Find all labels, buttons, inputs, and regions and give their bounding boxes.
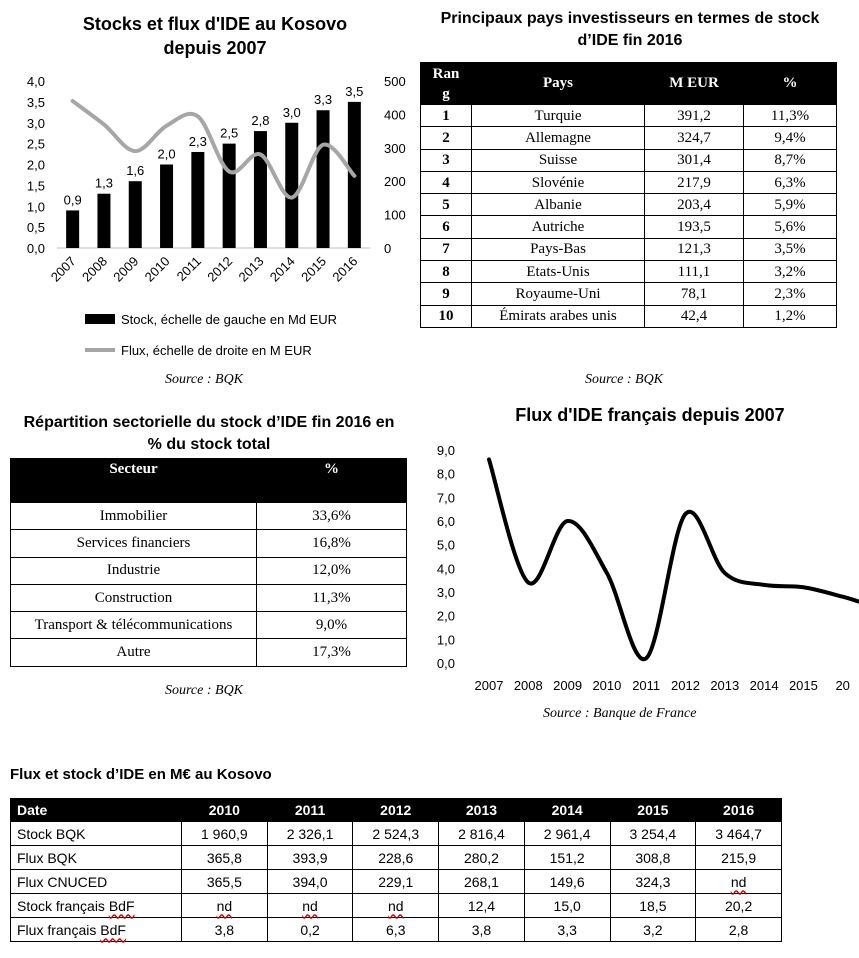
stock-bar [254, 131, 267, 248]
investors-row [421, 238, 837, 260]
x-axis-tick-label: 2013 [710, 678, 740, 693]
sectors-title [5, 412, 413, 456]
fluxstock-value-cell: 365,8 [182, 846, 268, 870]
investors-header-value: M EUR [645, 63, 744, 105]
x-axis-tick-label: 2015 [298, 253, 330, 285]
x-axis-tick-label: 2011 [632, 678, 661, 693]
country-cell: Pays-Bas [472, 238, 645, 260]
fluxstock-row [11, 870, 782, 894]
fluxstock-value-cell: 3,2 [610, 918, 696, 942]
fluxstock-header-year: 2016 [696, 799, 782, 822]
stock-bar-label: 3,5 [345, 83, 364, 99]
y-axis-tick-label: 0,0 [436, 656, 455, 671]
rank-cell: 8 [421, 261, 472, 283]
stock-bar-label: 0,9 [63, 192, 82, 208]
stock-bar [160, 165, 173, 249]
fluxstock-header-year: 2013 [439, 799, 525, 822]
fluxstock-value-cell: 215,9 [696, 846, 782, 870]
stock-bar [97, 194, 110, 248]
value-cell: 78,1 [645, 283, 744, 305]
sectors-table [10, 458, 407, 667]
investors-row [421, 105, 837, 127]
investors-row [421, 283, 837, 305]
sectors-title-line1: Répartition sectorielle du stock d’IDE fin 2016 en [23, 414, 395, 431]
right-axis-tick-label: 100 [384, 207, 406, 223]
investors-header-pct: % [744, 63, 837, 105]
fluxstock-value-cell: 3 254,4 [610, 822, 696, 846]
investors-row [421, 305, 837, 327]
stock-bar-label: 3,0 [282, 104, 301, 120]
sector-name-cell: Immobilier [11, 503, 257, 530]
investors-row [421, 216, 837, 238]
fluxstock-value-cell: 15,0 [524, 894, 610, 918]
chart1-title-line2: depuis 2007 [163, 38, 267, 58]
sector-pct-cell: 12,0% [257, 557, 407, 584]
pct-cell: 5,6% [744, 216, 837, 238]
sectors-row [11, 503, 407, 530]
fluxstock-row [11, 918, 782, 942]
x-axis-tick-label: 2016 [329, 253, 361, 285]
fluxstock-value-cell: 3,3 [524, 918, 610, 942]
investors-row [421, 171, 837, 193]
fluxstock-value-cell: 18,5 [610, 894, 696, 918]
sectors-row [11, 639, 407, 666]
sectors-header-pct: % [257, 459, 407, 503]
country-cell: Etats-Unis [472, 261, 645, 283]
fluxstock-row [11, 822, 782, 846]
x-axis-tick-label: 2014 [266, 253, 298, 285]
pct-cell: 1,2% [744, 305, 837, 327]
sector-name-cell: Industrie [11, 557, 257, 584]
y-axis-tick-label: 5,0 [436, 537, 455, 553]
fluxstock-value-cell: 393,9 [267, 846, 353, 870]
fluxstock-value-cell: 268,1 [439, 870, 525, 894]
sector-name-cell: Services financiers [11, 530, 257, 557]
pct-cell: 3,2% [744, 261, 837, 283]
legend-stock-label: Stock, échelle de gauche en Md EUR [121, 312, 338, 327]
stock-bar [66, 210, 79, 248]
x-axis-tick-label: 2008 [513, 678, 543, 693]
country-cell: Suisse [472, 149, 645, 171]
chart1-source: Source : BQK [165, 372, 244, 387]
country-cell: Turquie [472, 105, 645, 127]
sector-name-cell: Transport & télécommunications [11, 612, 257, 639]
left-axis-tick-label: 2,0 [26, 157, 45, 173]
sectors-row [11, 530, 407, 557]
fluxstock-value-cell: nd [696, 870, 782, 894]
y-axis-tick-label: 1,0 [436, 632, 455, 648]
x-axis-tick-label: 2013 [235, 253, 267, 285]
y-axis-tick-label: 6,0 [436, 514, 455, 529]
left-axis-tick-label: 3,0 [26, 115, 45, 131]
fluxstock-value-cell: 0,2 [267, 918, 353, 942]
country-cell: Albanie [472, 194, 645, 216]
y-axis-tick-label: 3,0 [436, 585, 455, 600]
value-cell: 121,3 [645, 238, 744, 260]
right-axis-tick-label: 300 [384, 140, 406, 156]
rank-cell: 9 [421, 283, 472, 305]
sector-pct-cell: 17,3% [257, 639, 407, 666]
y-axis-tick-label: 9,0 [436, 443, 455, 458]
investors-title [420, 8, 840, 52]
fluxstock-row-label: Stock français BdF [11, 894, 182, 918]
chart2-source: Source : Banque de France [543, 706, 697, 721]
rank-cell: 3 [421, 149, 472, 171]
country-cell: Royaume-Uni [472, 283, 645, 305]
stock-bar [317, 110, 330, 248]
rank-cell: 6 [421, 216, 472, 238]
value-cell: 324,7 [645, 127, 744, 149]
stock-bar-label: 2,3 [188, 133, 207, 149]
chart1-title [40, 12, 390, 60]
stock-bar [285, 123, 298, 248]
country-cell: Allemagne [472, 127, 645, 149]
investors-header-rank: Ran g [421, 63, 472, 105]
fluxstock-value-cell: 151,2 [524, 846, 610, 870]
fluxstock-value-cell: 3,8 [439, 918, 525, 942]
fluxstock-value-cell: nd [353, 894, 439, 918]
fluxstock-row-label: Flux BQK [11, 846, 182, 870]
right-axis-tick-label: 500 [384, 74, 406, 89]
fluxstock-value-cell: 20,2 [696, 894, 782, 918]
x-axis-tick-label: 2010 [141, 253, 173, 285]
fluxstock-row [11, 894, 782, 918]
sector-name-cell: Autre [11, 639, 257, 666]
legend-flux-label: Flux, échelle de droite en M EUR [121, 343, 312, 358]
fluxstock-value-cell: 2,8 [696, 918, 782, 942]
sectors-header-sector: Secteur [11, 459, 257, 503]
sectors-row [11, 612, 407, 639]
y-axis-tick-label: 8,0 [436, 466, 455, 482]
x-axis-tick-label: 2007 [474, 678, 504, 693]
x-axis-tick-label: 2012 [671, 678, 700, 693]
value-cell: 217,9 [645, 171, 744, 193]
x-axis-tick-label: 2009 [110, 253, 142, 285]
fluxstock-value-cell: 228,6 [353, 846, 439, 870]
x-axis-tick-label: 2008 [79, 253, 111, 285]
y-axis-tick-label: 7,0 [436, 490, 455, 506]
investors-row [421, 194, 837, 216]
fluxstock-value-cell: 2 326,1 [267, 822, 353, 846]
y-axis-tick-label: 2,0 [436, 608, 455, 624]
investors-header-country: Pays [472, 63, 645, 105]
fluxstock-row-label: Flux CNUCED [11, 870, 182, 894]
stock-bar-label: 2,0 [157, 146, 176, 162]
rank-cell: 2 [421, 127, 472, 149]
fluxstock-value-cell: 365,5 [182, 870, 268, 894]
fluxstock-value-cell: 2 524,3 [353, 822, 439, 846]
stock-bar [223, 144, 236, 248]
french-flux-chart [420, 440, 859, 700]
left-axis-tick-label: 3,5 [26, 94, 45, 110]
investors-row [421, 127, 837, 149]
left-axis-tick-label: 0,5 [26, 220, 45, 236]
investors-title-line2: d’IDE fin 2016 [577, 32, 683, 49]
fluxstock-row-label: Flux français BdF [11, 918, 182, 942]
fluxstock-value-cell: nd [182, 894, 268, 918]
right-axis-tick-label: 400 [384, 107, 406, 123]
sector-pct-cell: 11,3% [257, 584, 407, 611]
rank-cell: 5 [421, 194, 472, 216]
fluxstock-value-cell: 1 960,9 [182, 822, 268, 846]
left-axis-tick-label: 4,0 [26, 74, 45, 89]
investors-title-line1: Principaux pays investisseurs en termes de stock [440, 10, 820, 27]
y-axis-tick-label: 4,0 [436, 561, 455, 577]
fluxstock-header-year: 2015 [610, 799, 696, 822]
pct-cell: 11,3% [744, 105, 837, 127]
fluxstock-title: Flux et stock d’IDE en M€ au Kosovo [10, 766, 272, 783]
fluxstock-value-cell: 3,8 [182, 918, 268, 942]
fluxstock-value-cell: nd [267, 894, 353, 918]
fluxstock-value-cell: 280,2 [439, 846, 525, 870]
fluxstock-value-cell: 229,1 [353, 870, 439, 894]
fluxstock-value-cell: 6,3 [353, 918, 439, 942]
x-axis-tick-label: 2012 [204, 253, 236, 285]
right-axis-tick-label: 0 [384, 241, 392, 256]
sectors-row [11, 584, 407, 611]
value-cell: 42,4 [645, 305, 744, 327]
value-cell: 111,1 [645, 261, 744, 283]
x-axis-tick-label: 20 [835, 678, 850, 693]
stock-bar-label: 1,3 [94, 175, 113, 191]
value-cell: 193,5 [645, 216, 744, 238]
rank-cell: 10 [421, 305, 472, 327]
flux-line [73, 101, 355, 198]
stock-flux-chart [0, 60, 420, 370]
left-axis-tick-label: 1,0 [26, 199, 45, 215]
x-axis-tick-label: 2009 [553, 678, 583, 693]
rank-cell: 4 [421, 171, 472, 193]
sectors-row [11, 557, 407, 584]
fluxstock-value-cell: 394,0 [267, 870, 353, 894]
fluxstock-value-cell: 12,4 [439, 894, 525, 918]
x-axis-tick-label: 2014 [749, 678, 779, 693]
right-axis-tick-label: 200 [384, 174, 406, 190]
sector-pct-cell: 9,0% [257, 612, 407, 639]
country-cell: Émirats arabes unis [472, 305, 645, 327]
stock-bar [191, 152, 204, 248]
fluxstock-header-year: 2012 [353, 799, 439, 822]
stock-bar-label: 1,6 [126, 163, 145, 179]
stock-bar-label: 3,3 [314, 92, 333, 108]
fluxstock-row [11, 846, 782, 870]
left-axis-tick-label: 1,5 [26, 178, 45, 194]
fluxstock-value-cell: 308,8 [610, 846, 696, 870]
left-axis-tick-label: 0,0 [26, 241, 45, 256]
pct-cell: 8,7% [744, 149, 837, 171]
country-cell: Slovénie [472, 171, 645, 193]
sector-name-cell: Construction [11, 584, 257, 611]
investors-row [421, 261, 837, 283]
fluxstock-value-cell: 324,3 [610, 870, 696, 894]
pct-cell: 9,4% [744, 127, 837, 149]
x-axis-tick-label: 2010 [592, 678, 622, 693]
stock-bar [129, 181, 142, 248]
legend-stock-swatch [85, 314, 115, 324]
chart1-title-line1: Stocks et flux d'IDE au Kosovo [82, 14, 348, 34]
value-cell: 203,4 [645, 194, 744, 216]
country-cell: Autriche [472, 216, 645, 238]
fluxstock-value-cell: 2 961,4 [524, 822, 610, 846]
pct-cell: 2,3% [744, 283, 837, 305]
investors-table [420, 62, 837, 328]
sectors-source: Source : BQK [165, 683, 244, 698]
french-flux-line [489, 459, 858, 659]
sectors-title-line2: % du stock total [147, 436, 271, 453]
pct-cell: 3,5% [744, 238, 837, 260]
stock-bar-label: 2,5 [220, 125, 239, 141]
fluxstock-table [10, 798, 782, 942]
fluxstock-value-cell: 149,6 [524, 870, 610, 894]
value-cell: 301,4 [645, 149, 744, 171]
x-axis-tick-label: 2007 [47, 253, 79, 285]
sector-pct-cell: 33,6% [257, 503, 407, 530]
fluxstock-header-year: 2010 [182, 799, 268, 822]
x-axis-tick-label: 2011 [173, 253, 204, 284]
fluxstock-value-cell: 3 464,7 [696, 822, 782, 846]
fluxstock-header-year: 2014 [524, 799, 610, 822]
fluxstock-value-cell: 2 816,4 [439, 822, 525, 846]
value-cell: 391,2 [645, 105, 744, 127]
stock-bar-label: 2,8 [251, 113, 270, 129]
left-axis-tick-label: 2,5 [26, 136, 45, 152]
fluxstock-header-year: 2011 [267, 799, 353, 822]
rank-cell: 1 [421, 105, 472, 127]
fluxstock-header-date: Date [11, 799, 182, 822]
investors-row [421, 149, 837, 171]
pct-cell: 5,9% [744, 194, 837, 216]
pct-cell: 6,3% [744, 171, 837, 193]
investors-source: Source : BQK [585, 372, 664, 387]
chart2-title: Flux d'IDE français depuis 2007 [515, 405, 785, 425]
fluxstock-row-label: Stock BQK [11, 822, 182, 846]
rank-cell: 7 [421, 238, 472, 260]
sector-pct-cell: 16,8% [257, 530, 407, 557]
x-axis-tick-label: 2015 [788, 678, 818, 693]
